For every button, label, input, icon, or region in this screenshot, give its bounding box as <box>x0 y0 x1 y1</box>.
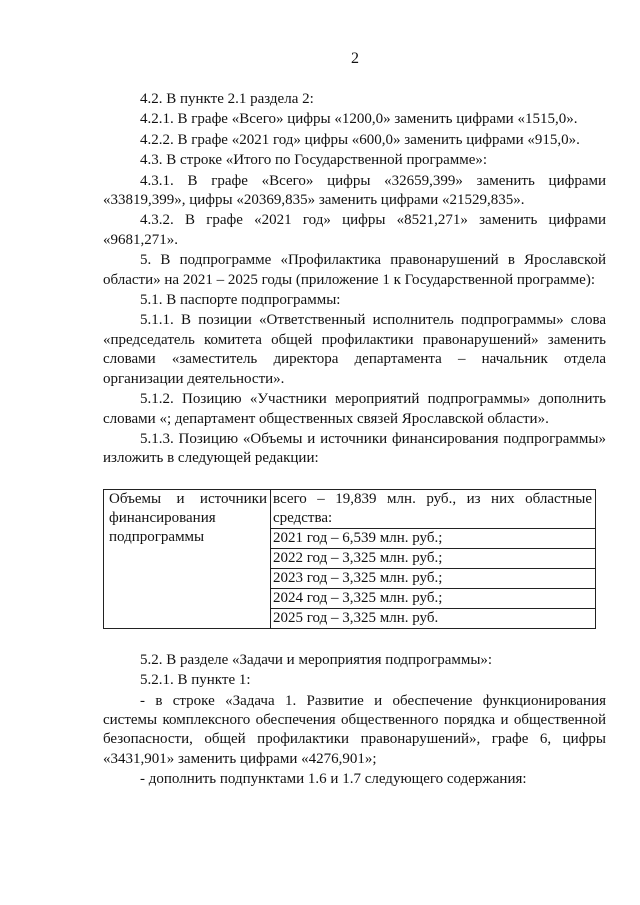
paragraph: 4.2. В пункте 2.1 раздела 2: <box>140 91 314 107</box>
financing-line: 2025 год – 3,325 млн. руб. <box>273 609 439 626</box>
financing-line: всего – 19,839 млн. руб., из них областные средства: <box>271 490 595 529</box>
paragraphs-after <box>103 651 606 790</box>
financing-table-values <box>271 489 596 628</box>
financing-line: 2021 год – 6,539 млн. руб.; <box>271 529 595 549</box>
financing-line: 2023 год – 3,325 млн. руб.; <box>271 569 595 589</box>
paragraph: 5.1.1. В позиции «Ответственный исполнитель подпрограммы» слова «председатель комитета общей профилактики правонарушений» заменить словами «заместитель директора департамента – начальник отдела организации деятельности». <box>103 312 606 387</box>
paragraph: 5.2. В разделе «Задачи и мероприятия подпрограммы»: <box>140 651 493 668</box>
financing-table <box>103 489 596 629</box>
paragraph: 5. В подпрограмме «Профилактика правонарушений в Ярославской области» на 2021 – 2025 годы (приложение 1 к Государственной программе): <box>103 252 606 288</box>
paragraph: 5.2.1. В пункте 1: <box>140 672 251 689</box>
paragraphs-before <box>103 90 606 469</box>
paragraph: - дополнить подпунктами 1.6 и 1.7 следующего содержания: <box>140 771 527 788</box>
financing-line: 2024 год – 3,325 млн. руб.; <box>271 589 595 609</box>
financing-line: 2022 год – 3,325 млн. руб.; <box>271 549 595 569</box>
paragraph: 4.2.1. В графе «Всего» цифры «1200,0» заменить цифрами «1515,0». <box>140 111 578 128</box>
document-body <box>103 90 606 791</box>
paragraph: 5.1.2. Позицию «Участники мероприятий подпрограммы» дополнить словами «; департамент общественных связей Ярославской области». <box>103 391 606 427</box>
paragraph: 4.2.2. В графе «2021 год» цифры «600,0» заменить цифрами «915,0». <box>140 131 580 148</box>
paragraph: 4.3.2. В графе «2021 год» цифры «8521,271» заменить цифрами «9681,271». <box>103 212 606 248</box>
paragraph: 5.1.3. Позицию «Объемы и источники финансирования подпрограммы» изложить в следующей редакции: <box>103 430 606 467</box>
paragraph: - в строке «Задача 1. Развитие и обеспечение функционирования системы комплексного обеспечения общественного порядка и общественной безопасности, общей профилактики правонарушений», графе 6, цифры «3431,901» заменить цифрами «4276,901»; <box>103 692 606 767</box>
paragraph: 4.3.1. В графе «Всего» цифры «32659,399» заменить цифрами «33819,399», цифры «20369,835» заменить цифрами «21529,835». <box>103 172 606 209</box>
paragraph: 5.1. В паспорте подпрограммы: <box>140 292 341 309</box>
paragraph: 4.3. В строке «Итого по Государственной программе»: <box>140 152 488 169</box>
financing-table-label: Объемы и источники финансирования подпрограммы <box>104 489 271 628</box>
page-number: 2 <box>351 50 359 67</box>
